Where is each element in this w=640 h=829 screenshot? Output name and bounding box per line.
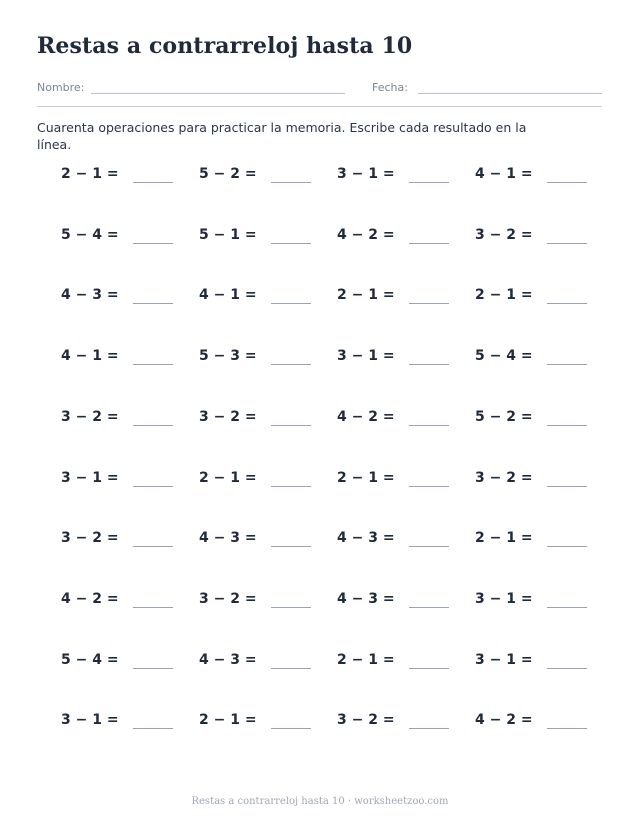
problem-expression: 2 − 1 = bbox=[61, 166, 119, 182]
answer-line[interactable] bbox=[271, 728, 311, 729]
problem-item bbox=[199, 527, 339, 551]
answer-line[interactable] bbox=[547, 303, 587, 304]
answer-line[interactable] bbox=[133, 364, 173, 365]
problem-item bbox=[337, 527, 477, 551]
answer-line[interactable] bbox=[409, 486, 449, 487]
problem-expression: 3 − 2 = bbox=[337, 712, 395, 728]
problem-expression: 4 − 2 = bbox=[475, 712, 533, 728]
problem-item bbox=[475, 467, 615, 491]
problem-expression: 4 − 1 = bbox=[475, 166, 533, 182]
problem-item bbox=[337, 588, 477, 612]
problem-expression: 3 − 1 = bbox=[475, 591, 533, 607]
problem-item bbox=[61, 406, 201, 430]
problem-expression: 3 − 2 = bbox=[61, 530, 119, 546]
instructions-text: Cuarenta operaciones para practicar la memoria. Escribe cada resultado en la línea. bbox=[37, 120, 527, 152]
problem-expression: 5 − 3 = bbox=[199, 348, 257, 364]
problem-expression: 2 − 1 = bbox=[337, 470, 395, 486]
problem-expression: 2 − 1 = bbox=[475, 287, 533, 303]
problem-expression: 3 − 1 = bbox=[337, 166, 395, 182]
problem-expression: 4 − 1 = bbox=[199, 287, 257, 303]
problem-item bbox=[199, 345, 339, 369]
problem-item bbox=[337, 163, 477, 187]
problem-item bbox=[199, 406, 339, 430]
answer-line[interactable] bbox=[409, 303, 449, 304]
answer-line[interactable] bbox=[409, 546, 449, 547]
problem-expression: 2 − 1 = bbox=[199, 470, 257, 486]
answer-line[interactable] bbox=[547, 425, 587, 426]
problem-item bbox=[61, 284, 201, 308]
problem-item bbox=[199, 467, 339, 491]
problem-expression: 4 − 1 = bbox=[61, 348, 119, 364]
answer-line[interactable] bbox=[133, 303, 173, 304]
problem-item bbox=[61, 163, 201, 187]
answer-line[interactable] bbox=[271, 546, 311, 547]
problem-item bbox=[337, 649, 477, 673]
answer-line[interactable] bbox=[409, 728, 449, 729]
answer-line[interactable] bbox=[547, 668, 587, 669]
problem-expression: 5 − 4 = bbox=[61, 652, 119, 668]
answer-line[interactable] bbox=[271, 607, 311, 608]
answer-line[interactable] bbox=[547, 607, 587, 608]
problem-expression: 3 − 2 = bbox=[199, 591, 257, 607]
problem-item bbox=[61, 467, 201, 491]
problem-item bbox=[475, 284, 615, 308]
problem-expression: 2 − 1 = bbox=[475, 530, 533, 546]
problem-expression: 3 − 2 = bbox=[475, 227, 533, 243]
problem-expression: 5 − 2 = bbox=[475, 409, 533, 425]
problem-item bbox=[475, 163, 615, 187]
answer-line[interactable] bbox=[133, 546, 173, 547]
footer-text: Restas a contrarreloj hasta 10 · worksheetzoo.com bbox=[191, 796, 449, 807]
answer-line[interactable] bbox=[409, 182, 449, 183]
answer-line[interactable] bbox=[409, 243, 449, 244]
problem-expression: 4 − 2 = bbox=[337, 409, 395, 425]
answer-line[interactable] bbox=[547, 243, 587, 244]
problem-expression: 2 − 1 = bbox=[199, 712, 257, 728]
answer-line[interactable] bbox=[547, 182, 587, 183]
answer-line[interactable] bbox=[133, 607, 173, 608]
answer-line[interactable] bbox=[271, 243, 311, 244]
problem-expression: 5 − 2 = bbox=[199, 166, 257, 182]
problem-item bbox=[337, 709, 477, 733]
answer-line[interactable] bbox=[547, 364, 587, 365]
problem-item bbox=[199, 224, 339, 248]
problem-expression: 4 − 3 = bbox=[61, 287, 119, 303]
answer-line[interactable] bbox=[133, 182, 173, 183]
answer-line[interactable] bbox=[271, 182, 311, 183]
problem-item bbox=[199, 588, 339, 612]
problem-expression: 3 − 1 = bbox=[61, 712, 119, 728]
answer-line[interactable] bbox=[409, 364, 449, 365]
problem-expression: 2 − 1 = bbox=[337, 287, 395, 303]
problem-item bbox=[199, 649, 339, 673]
problem-item bbox=[337, 284, 477, 308]
problem-item bbox=[337, 467, 477, 491]
problem-item bbox=[475, 709, 615, 733]
answer-line[interactable] bbox=[271, 303, 311, 304]
problem-item bbox=[199, 709, 339, 733]
problem-item bbox=[337, 224, 477, 248]
problem-expression: 3 − 2 = bbox=[61, 409, 119, 425]
answer-line[interactable] bbox=[547, 486, 587, 487]
problem-expression: 4 − 3 = bbox=[337, 591, 395, 607]
problem-item bbox=[199, 284, 339, 308]
problem-expression: 3 − 2 = bbox=[475, 470, 533, 486]
problem-expression: 5 − 4 = bbox=[61, 227, 119, 243]
problem-expression: 2 − 1 = bbox=[337, 652, 395, 668]
problem-item bbox=[61, 709, 201, 733]
answer-line[interactable] bbox=[271, 364, 311, 365]
problem-item bbox=[475, 224, 615, 248]
answer-line[interactable] bbox=[409, 607, 449, 608]
problem-expression: 4 − 3 = bbox=[337, 530, 395, 546]
problem-expression: 3 − 1 = bbox=[337, 348, 395, 364]
problem-expression: 4 − 3 = bbox=[199, 530, 257, 546]
problem-item bbox=[475, 588, 615, 612]
answer-line[interactable] bbox=[409, 668, 449, 669]
problem-item bbox=[61, 588, 201, 612]
problem-item bbox=[475, 345, 615, 369]
date-label: Fecha: bbox=[372, 81, 408, 94]
answer-line[interactable] bbox=[271, 668, 311, 669]
problem-expression: 5 − 4 = bbox=[475, 348, 533, 364]
answer-line[interactable] bbox=[547, 546, 587, 547]
problem-item bbox=[61, 224, 201, 248]
problem-item bbox=[61, 345, 201, 369]
answer-line[interactable] bbox=[133, 243, 173, 244]
answer-line[interactable] bbox=[133, 486, 173, 487]
answer-line[interactable] bbox=[133, 425, 173, 426]
worksheet-title: Restas a contrarreloj hasta 10 bbox=[37, 33, 413, 59]
problem-item bbox=[199, 163, 339, 187]
answer-line[interactable] bbox=[271, 486, 311, 487]
problem-item bbox=[475, 649, 615, 673]
answer-line[interactable] bbox=[133, 668, 173, 669]
problem-item bbox=[475, 406, 615, 430]
problem-item bbox=[475, 527, 615, 551]
name-label: Nombre: bbox=[37, 81, 85, 94]
answer-line[interactable] bbox=[409, 425, 449, 426]
problem-item bbox=[337, 406, 477, 430]
problem-item bbox=[337, 345, 477, 369]
problem-expression: 4 − 2 = bbox=[61, 591, 119, 607]
answer-line[interactable] bbox=[547, 728, 587, 729]
problem-expression: 4 − 2 = bbox=[337, 227, 395, 243]
answer-line[interactable] bbox=[271, 425, 311, 426]
problem-item bbox=[61, 649, 201, 673]
problem-expression: 5 − 1 = bbox=[199, 227, 257, 243]
problem-expression: 3 − 1 = bbox=[61, 470, 119, 486]
problem-expression: 3 − 1 = bbox=[475, 652, 533, 668]
problem-item bbox=[61, 527, 201, 551]
problem-expression: 4 − 3 = bbox=[199, 652, 257, 668]
problem-expression: 3 − 2 = bbox=[199, 409, 257, 425]
answer-line[interactable] bbox=[133, 728, 173, 729]
